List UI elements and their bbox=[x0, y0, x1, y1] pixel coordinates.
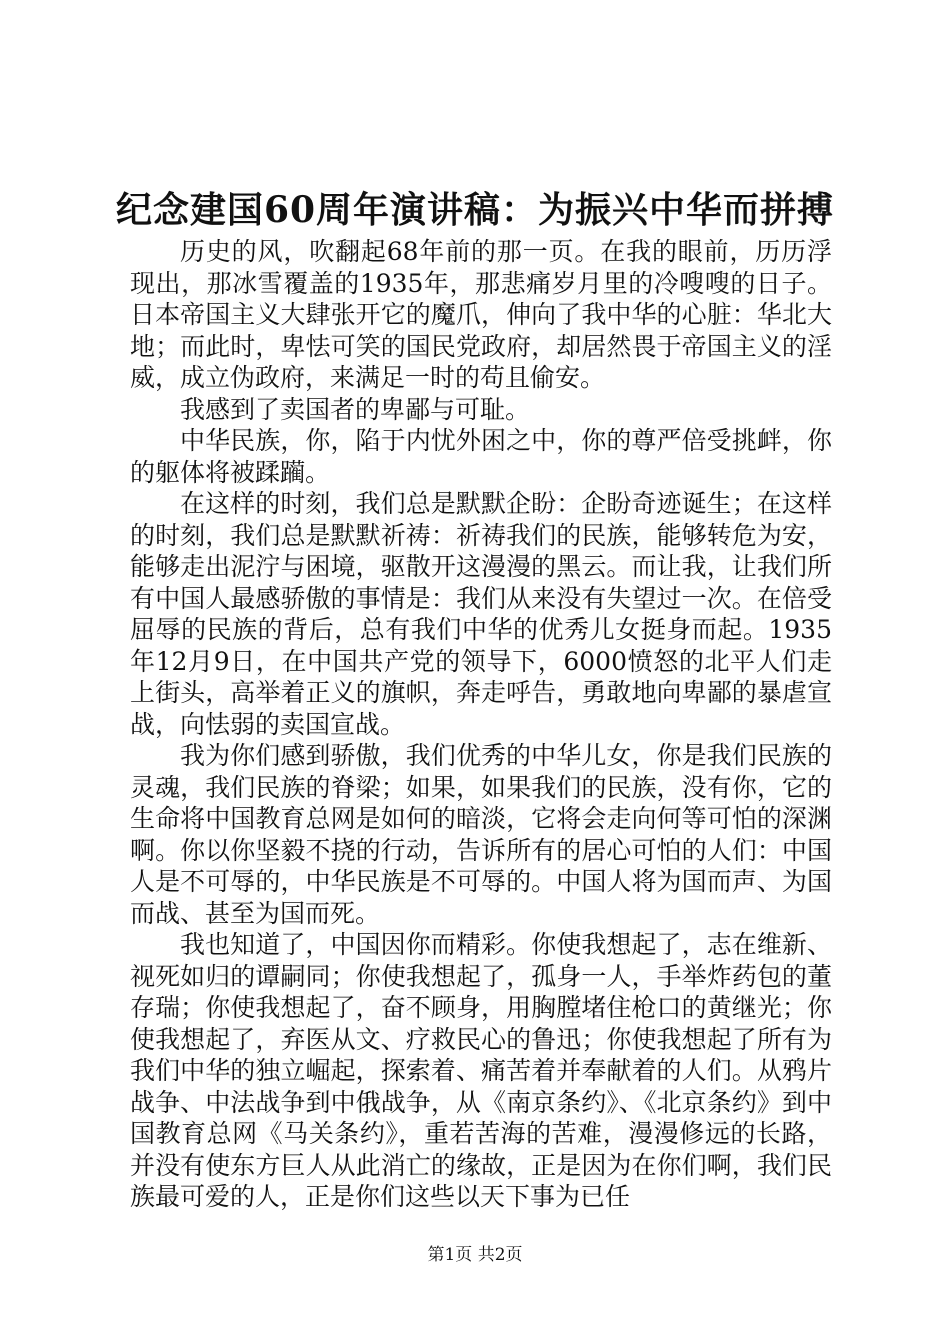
paragraph: 我为你们感到骄傲，我们优秀的中华儿女，你是我们民族的灵魂，我们民族的脊梁；如果，如果我们的民族，没有你，它的生命将中国教育总网是如何的暗淡，它将会走向何等可怕的深渊啊。你以你坚毅不挠的行动，告诉所有的居心可怕的人们：中国人是不可辱的，中华民族是不可辱的。中国人将为国而声、为国而战、甚至为国而死。 bbox=[130, 741, 832, 928]
paragraph: 历史的风，吹翻起68年前的那一页。在我的眼前，历历浮现出，那冰雪覆盖的1935年，那悲痛岁月里的冷嗖嗖的日子。日本帝国主义大肆张开它的魔爪，伸向了我中华的心脏：华北大地；而此时，卑怯可笑的国民党政府，却居然畏于帝国主义的淫威，成立伪政府，来满足一时的苟且偷安。 bbox=[130, 237, 832, 392]
document-title: 纪念建国60周年演讲稿：为振兴中华而拼搏 bbox=[115, 189, 835, 231]
paragraph: 在这样的时刻，我们总是默默企盼：企盼奇迹诞生；在这样的时刻，我们总是默默祈祷：祈祷我们的民族，能够转危为安，能够走出泥泞与困境，驱散开这漫漫的黑云。而让我，让我们所有中国人最感骄傲的事情是：我们从来没有失望过一次。在倍受屈辱的民族的背后，总有我们中华的优秀儿女挺身而起。1935年12月9日，在中国共产党的领导下，6000愤怒的北平人们走上街头，高举着正义的旗帜，奔走呼告，勇敢地向卑鄙的暴虐宣战，向怯弱的卖国宣战。 bbox=[130, 489, 832, 739]
paragraph: 我感到了卖国者的卑鄙与可耻。 bbox=[180, 394, 531, 424]
page-footer: 第1页 共2页 bbox=[427, 1245, 523, 1265]
paragraph: 我也知道了，中国因你而精彩。你使我想起了，志在维新、视死如归的谭嗣同；你使我想起了，孤身一人，手举炸药包的董存瑞；你使我想起了，奋不顾身，用胸膛堵住枪口的黄继光；你使我想起了，弃医从文、疗救民心的鲁迅；你使我想起了所有为我们中华的独立崛起，探索着、痛苦着并奉献着的人们。从鸦片战争、中法战争到中俄战争，从《南京条约》、《北京条约》到中国教育总网《马关条约》，重若苦海的苦难，漫漫修远的长路，并没有使东方巨人从此消亡的缘故，正是因为在你们啊，我们民族最可爱的人，正是你们这些以天下事为已任 bbox=[130, 930, 832, 1211]
paragraph: 中华民族，你，陷于内忧外困之中，你的尊严倍受挑衅，你的躯体将被蹂躏。 bbox=[130, 426, 832, 487]
document-body bbox=[130, 236, 832, 1213]
